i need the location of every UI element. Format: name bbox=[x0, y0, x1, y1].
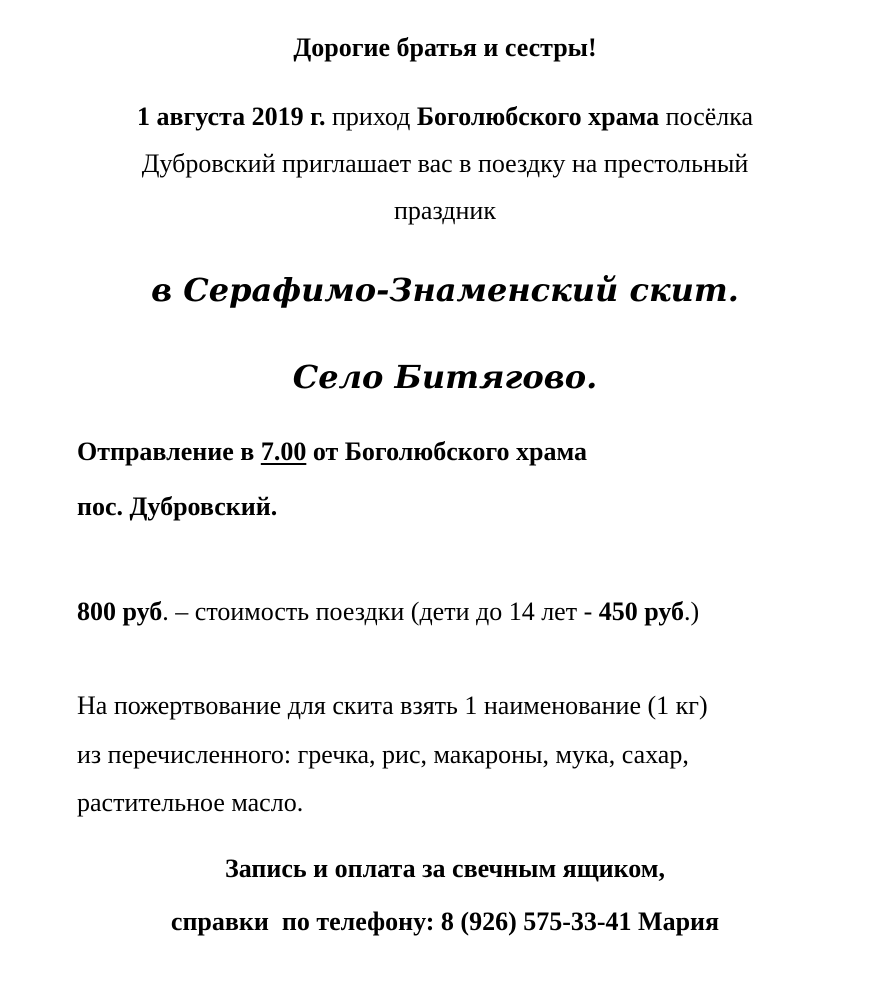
church-name: Боголюбского храма bbox=[416, 102, 660, 131]
departure-line-1 bbox=[77, 437, 587, 467]
departure-location: пос. Дубровский. bbox=[77, 492, 278, 521]
price-text: . – стоимость поездки (дети до 14 лет - bbox=[162, 597, 599, 626]
greeting-heading bbox=[0, 33, 890, 63]
price-line bbox=[77, 597, 699, 627]
departure-line-2 bbox=[77, 492, 277, 522]
invitation-line-3: праздник bbox=[394, 196, 496, 225]
invitation-text: посёлка bbox=[659, 102, 754, 131]
contact-line-1 bbox=[0, 854, 890, 884]
departure-text: Отправление в bbox=[77, 437, 261, 466]
donation-line-3: растительное масло. bbox=[77, 788, 304, 817]
donation-line-1: На пожертвование для скита взять 1 наименование (1 кг) bbox=[77, 691, 708, 720]
invitation-line-2: Дубровский приглашает вас в поездку на престольный bbox=[141, 149, 749, 178]
destination-village: Село Битягово. bbox=[292, 358, 598, 396]
phone-info: справки по телефону: 8 (926) 575-33-41 Мария bbox=[170, 907, 720, 936]
price-text: .) bbox=[684, 597, 700, 626]
adult-price: 800 руб bbox=[77, 597, 163, 626]
donation-line-2: из перечисленного: гречка, рис, макароны, мука, сахар, bbox=[77, 740, 689, 769]
registration-info: Запись и оплата за свечным ящиком, bbox=[224, 854, 666, 883]
destination-skete: в Серафимо-Знаменский скит. bbox=[151, 271, 739, 309]
contact-line-2 bbox=[0, 907, 890, 937]
invitation-line-1 bbox=[0, 102, 890, 132]
greeting-text: Дорогие братья и сестры! bbox=[293, 33, 597, 62]
departure-time: 7.00 bbox=[260, 437, 307, 466]
child-price: 450 руб bbox=[598, 597, 685, 626]
invitation-text: приход bbox=[325, 102, 417, 131]
event-date: 1 августа 2019 г. bbox=[136, 102, 326, 131]
departure-text: от Боголюбского храма bbox=[306, 437, 588, 466]
